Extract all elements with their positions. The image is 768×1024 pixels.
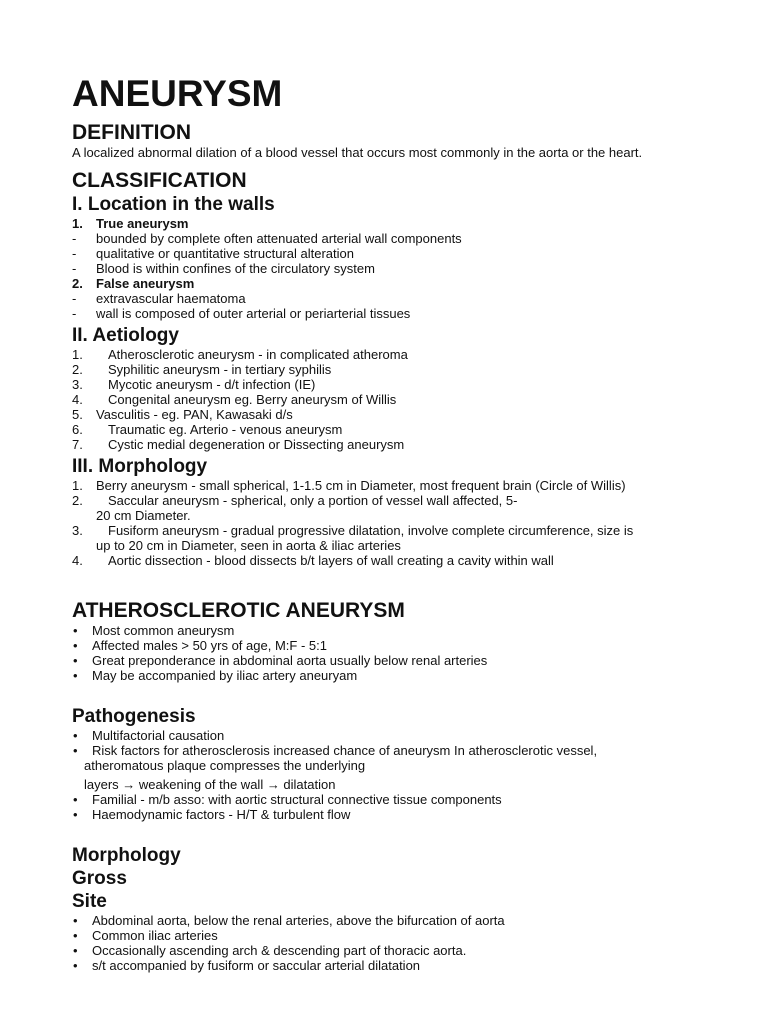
list-item-continuation [72,777,708,792]
list-item-continuation [72,538,708,553]
list-item-text: Common iliac arteries [92,928,218,943]
list-item-text: Haemodynamic factors - H/T & turbulent flow [92,807,351,822]
bullet-icon: • [73,807,78,822]
list-item-text: extravascular haematoma [96,291,246,306]
list-item-text: Mycotic aneurysm - d/t infection (IE) [108,377,316,392]
list-item-text: May be accompanied by iliac artery aneuryam [92,668,358,683]
list-item [72,913,708,928]
dash-marker: - [72,306,77,321]
list-item-text: Occasionally ascending arch & descending part of thoracic aorta. [92,943,467,958]
page-title: ANEURYSM [72,73,283,114]
list-item-text: s/t accompanied by fusiform or saccular arterial dilatation [92,958,421,973]
dash-marker: - [72,246,77,261]
list-item-text: Atherosclerotic aneurysm - in complicated atheroma [108,347,408,362]
list-item [72,958,708,973]
list-item [72,478,708,493]
list-item [72,728,708,743]
list-number: 1. [72,216,83,231]
list-item-text: bounded by complete often attenuated arterial wall components [96,231,462,246]
list-item-text: Syphilitic aneurysm - in tertiary syphilis [108,362,332,377]
list-item [72,392,708,407]
list-item-text: Saccular aneurysm - spherical, only a portion of vessel wall affected, 5- [108,493,518,508]
dash-marker: - [72,231,77,246]
list-item [72,422,708,437]
list-item [72,362,708,377]
list-number: 2. [72,362,83,377]
list-number: 1. [72,478,83,493]
list-item [72,928,708,943]
list-item-text: Abdominal aorta, below the renal arteries, above the bifurcation of aorta [92,913,505,928]
list-item [72,306,708,321]
bullet-icon: • [73,653,78,668]
list-number: 5. [72,407,83,422]
list-item-continuation [72,508,708,523]
list-item [72,437,708,452]
list-number: 4. [72,553,83,568]
list-item [72,407,708,422]
morphology2-heading: Morphology [72,845,181,866]
list-item-text: up to 20 cm in Diameter, seen in aorta & iliac arteries [96,538,401,553]
bullet-icon: • [73,728,78,743]
list-item [72,623,708,638]
list-item-text: 20 cm Diameter. [96,508,191,523]
list-item-text: Risk factors for atherosclerosis increased chance of aneurysm In atherosclerotic vessel, [92,743,598,758]
list-item [72,792,708,807]
atherosclerotic-heading: ATHEROSCLEROTIC ANEURYSM [72,599,405,622]
list-number: 2. [72,493,83,508]
bullet-icon: • [73,958,78,973]
morphology-heading: III. Morphology [72,456,208,477]
false-aneurysm-item [72,276,708,291]
list-number: 3. [72,377,83,392]
bullet-icon: • [73,913,78,928]
list-item-text: Berry aneurysm - small spherical, 1-1.5 cm in Diameter, most frequent brain (Circle of Willis) [96,478,626,493]
list-number: 2. [72,276,83,291]
definition-text: A localized abnormal dilation of a blood vessel that occurs most commonly in the aorta or the heart. [72,145,643,160]
site-heading: Site [72,891,107,912]
pathogenesis-heading: Pathogenesis [72,706,196,727]
list-item [72,261,708,276]
dash-marker: - [72,291,77,306]
list-item [72,743,708,758]
list-item [72,347,708,362]
true-aneurysm-title: True aneurysm [96,216,189,231]
list-item-text: Familial - m/b asso: with aortic structural connective tissue components [92,792,502,807]
list-item-text: Affected males > 50 yrs of age, M:F - 5:1 [92,638,327,653]
list-item-text: qualitative or quantitative structural alteration [96,246,354,261]
list-number: 7. [72,437,83,452]
bullet-icon: • [73,638,78,653]
list-item-text: Great preponderance in abdominal aorta usually below renal arteries [92,653,488,668]
location-heading: I. Location in the walls [72,194,275,215]
aetiology-heading: II. Aetiology [72,325,179,346]
list-item [72,493,708,508]
list-number: 3. [72,523,83,538]
list-item-text: Blood is within confines of the circulatory system [96,261,375,276]
bullet-icon: • [73,743,78,758]
list-item-text: Fusiform aneurysm - gradual progressive dilatation, involve complete circumference, size is [108,523,634,538]
list-item [72,653,708,668]
bullet-icon: • [73,792,78,807]
list-item-text: Congenital aneurysm eg. Berry aneurysm of Willis [108,392,397,407]
bullet-icon: • [73,623,78,638]
gross-heading: Gross [72,868,127,889]
list-item [72,807,708,822]
list-number: 1. [72,347,83,362]
list-item [72,231,708,246]
bullet-icon: • [73,943,78,958]
bullet-icon: • [73,928,78,943]
false-aneurysm-title: False aneurysm [96,276,195,291]
list-number: 4. [72,392,83,407]
list-item-text: layers → weakening of the wall → dilatation [84,777,336,792]
list-item-text: wall is composed of outer arterial or periarterial tissues [96,306,411,321]
list-item [72,523,708,538]
list-item-text: Aortic dissection - blood dissects b/t layers of wall creating a cavity within wall [108,553,554,568]
list-number: 6. [72,422,83,437]
list-item-continuation [72,758,708,773]
dash-marker: - [72,261,77,276]
true-aneurysm-item [72,216,708,231]
list-item-text: Vasculitis - eg. PAN, Kawasaki d/s [96,407,293,422]
definition-heading: DEFINITION [72,121,191,144]
list-item [72,291,708,306]
list-item-text: Cystic medial degeneration or Dissecting aneurysm [108,437,405,452]
list-item-text: Traumatic eg. Arterio - venous aneurysm [108,422,343,437]
list-item [72,943,708,958]
list-item [72,668,708,683]
list-item [72,638,708,653]
bullet-icon: • [73,668,78,683]
list-item-text: Most common aneurysm [92,623,235,638]
classification-heading: CLASSIFICATION [72,169,247,192]
list-item [72,553,708,568]
list-item [72,246,708,261]
list-item-text: Multifactorial causation [92,728,225,743]
list-item [72,377,708,392]
list-item-text: atheromatous plaque compresses the underlying [84,758,366,773]
